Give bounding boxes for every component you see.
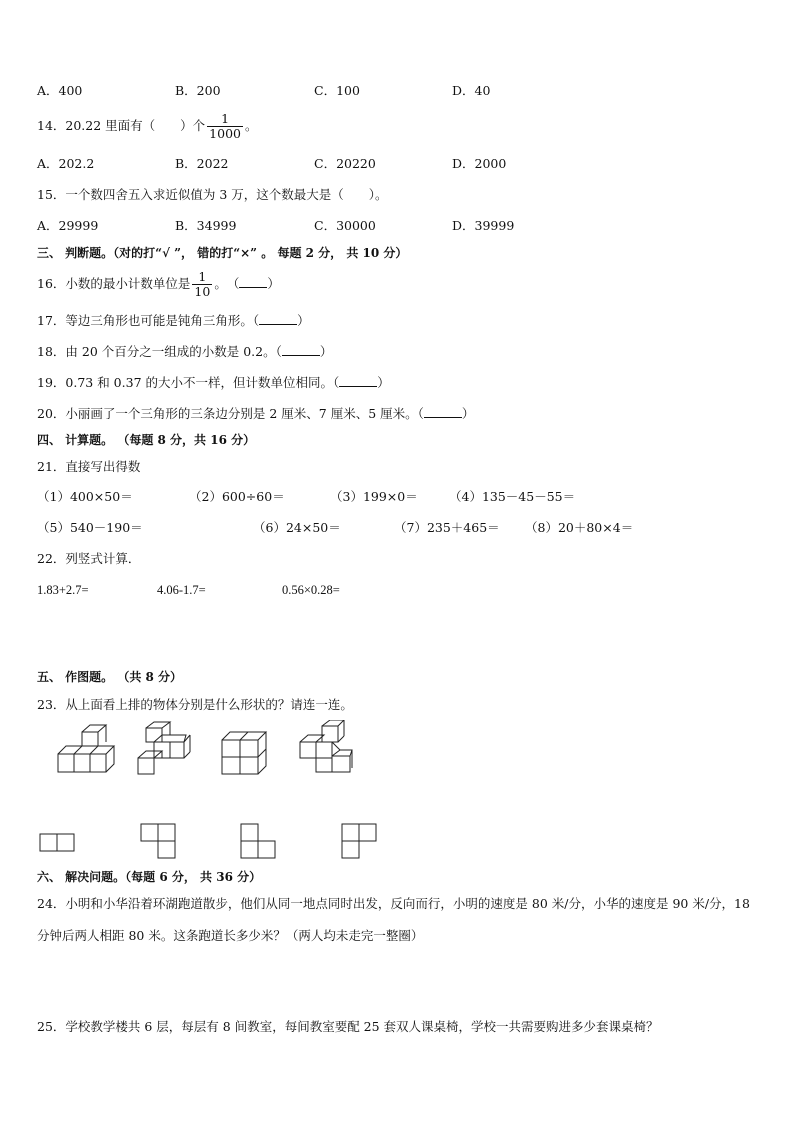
top-view-shape-2[interactable] xyxy=(141,824,175,858)
top-view-shape-3[interactable] xyxy=(241,824,275,858)
q16-post: 。 （ xyxy=(214,276,240,291)
cube-figure-4 xyxy=(300,720,352,772)
q14-fraction xyxy=(207,112,243,141)
q21-item-6: （6）24×50＝ xyxy=(253,520,341,535)
q16-fraction xyxy=(192,270,212,299)
section-5-title: 五、 作图题。 （共 8 分） xyxy=(37,670,183,684)
q21-item-1: （1）400×50＝ xyxy=(37,489,133,504)
q19-answer-blank[interactable] xyxy=(339,374,377,387)
q14-post: 。 xyxy=(244,118,258,133)
q13-option-b: B．200 xyxy=(175,83,221,98)
q21-item-4: （4）135－45－55＝ xyxy=(449,489,576,504)
question-15: 15．一个数四舍五入求近似值为 3 万，这个数最大是（ ）。 xyxy=(37,187,388,202)
q14-frac-den: 1000 xyxy=(209,126,241,141)
q14-text: 14．20.22 里面有（ ）个 xyxy=(37,118,206,133)
q16-text: 16．小数的最小计数单位是 xyxy=(37,276,191,291)
q16-frac-num: 1 xyxy=(192,270,212,285)
q13-option-a: A．400 xyxy=(37,83,83,98)
q22-item-3: 0.56×0.28= xyxy=(282,583,340,597)
section-3-title: 三、 判断题。（对的打“√ ”， 错的打“×” 。 每题 2 分， 共 10 分） xyxy=(37,246,408,260)
q19-close: ） xyxy=(377,375,390,390)
q15-option-a: A．29999 xyxy=(37,218,99,233)
q14-option-b: B．2022 xyxy=(175,156,229,171)
question-18 xyxy=(37,343,332,361)
q16-frac-den: 10 xyxy=(194,284,211,299)
q22-item-1: 1.83+2.7= xyxy=(37,583,89,597)
question-22-title: 22．列竖式计算． xyxy=(37,551,141,566)
q14-option-a: A．202.2 xyxy=(37,156,95,171)
q21-item-2: （2）600÷60＝ xyxy=(189,489,285,504)
top-view-shapes-row xyxy=(0,820,794,865)
q22-item-2: 4.06-1.7= xyxy=(157,583,206,597)
top-view-shape-4[interactable] xyxy=(342,824,376,858)
cube-figure-2 xyxy=(138,722,190,774)
question-20 xyxy=(37,405,474,423)
cube-figure-1 xyxy=(58,725,114,772)
question-21-title: 21．直接写出得数 xyxy=(37,459,141,474)
q21-item-3: （3）199×0＝ xyxy=(330,489,418,504)
cube-figure-3 xyxy=(222,732,266,774)
q13-option-d: D．40 xyxy=(452,83,491,98)
q21-item-5: （5）540－190＝ xyxy=(37,520,143,535)
q16-close: ） xyxy=(267,276,280,291)
q14-option-c: C．20220 xyxy=(314,156,376,171)
q17-answer-blank[interactable] xyxy=(259,312,297,325)
q21-item-8: （8）20＋80×4＝ xyxy=(525,520,634,535)
question-14 xyxy=(37,112,258,141)
q14-frac-num: 1 xyxy=(207,112,243,127)
q15-option-b: B．34999 xyxy=(175,218,237,233)
q21-item-7: （7）235＋465＝ xyxy=(394,520,500,535)
question-19 xyxy=(37,374,390,392)
q19-text: 19．0.73 和 0.37 的大小不一样，但计数单位相同。（ xyxy=(37,375,340,390)
question-17 xyxy=(37,312,310,330)
q20-close: ） xyxy=(461,406,475,421)
question-25: 25．学校教学楼共 6 层，每层有 8 间教室，每间教室要配 25 套双人课桌椅，学校一共需要购进多少套课桌椅？ xyxy=(37,1019,659,1034)
question-23-title: 23．从上面看上排的物体分别是什么形状的？请连一连。 xyxy=(37,697,353,712)
q13-option-c: C．100 xyxy=(314,83,360,98)
q18-answer-blank[interactable] xyxy=(282,343,320,356)
q18-close: ） xyxy=(319,344,333,359)
q20-answer-blank[interactable] xyxy=(424,405,462,418)
q14-option-d: D．2000 xyxy=(452,156,507,171)
section-4-title: 四、 计算题。 （每题 8 分，共 16 分） xyxy=(37,433,256,447)
q18-text: 18．由 20 个百分之一组成的小数是 0.2。（ xyxy=(37,344,282,359)
section-6-title: 六、 解决问题。（每题 6 分， 共 36 分） xyxy=(37,870,262,884)
q16-answer-blank[interactable] xyxy=(239,275,267,288)
q17-text: 17．等边三角形也可能是钝角三角形。（ xyxy=(37,313,260,328)
top-view-shape-1[interactable] xyxy=(40,834,74,851)
q17-close: ） xyxy=(297,313,310,328)
cube-figures-row xyxy=(0,720,794,780)
q20-text: 20．小丽画了一个三角形的三条边分别是 2 厘米、7 厘米、5 厘米。（ xyxy=(37,406,424,421)
question-24: 24．小明和小华沿着环湖跑道散步，他们从同一地点同时出发，反向而行，小明的速度是 80 米/分，小华的速度是 90 米/分，18 分钟后两人相距 80 米。这条跑道长多少米？（两人均未走完一整圈） xyxy=(37,896,750,943)
q15-option-d: D．39999 xyxy=(452,218,515,233)
q15-option-c: C．30000 xyxy=(314,218,376,233)
question-16 xyxy=(37,270,280,299)
